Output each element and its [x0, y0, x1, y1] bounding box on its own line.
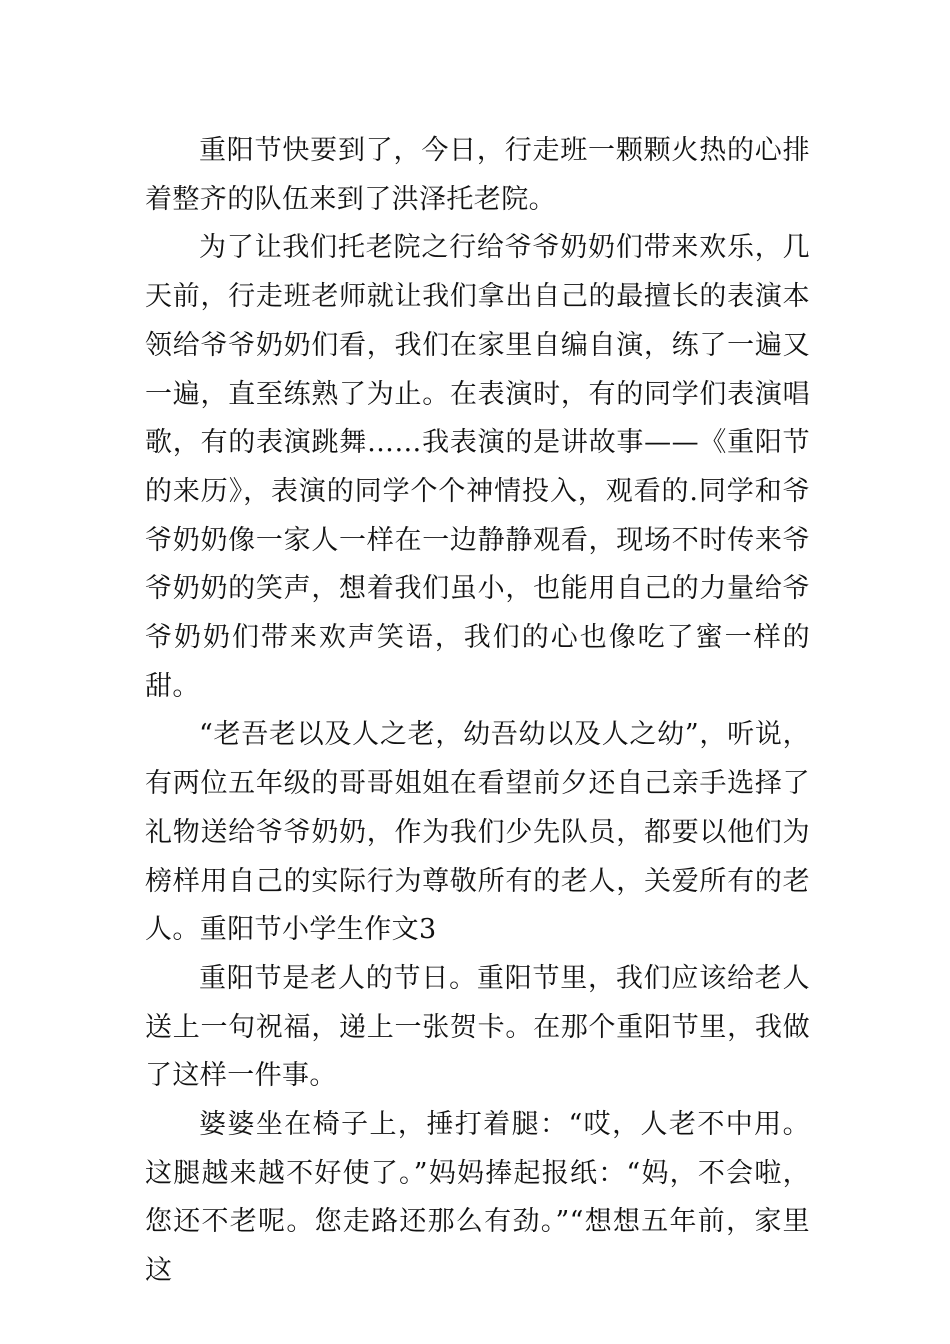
paragraph-5: 婆婆坐在椅子上，捶打着腿：“哎，人老不中用。这腿越来越不好使了。”妈妈捧起报纸：“妈，不会啦，您还不老呢。您走路还那么有劲。”“想想五年前，家里这 [145, 1109, 810, 1287]
paragraph-3: “老吾老以及人之老，幼吾幼以及人之幼”，听说，有两位五年级的哥哥姐姐在看望前夕还自己亲手选择了礼物送给爷爷奶奶，作为我们少先队员，都要以他们为榜样用自己的实际行为尊敬所有的老人，关爱所有的老人。重阳节小学生作文3 [145, 719, 810, 946]
paragraph-4: 重阳节是老人的节日。重阳节里，我们应该给老人送上一句祝福，递上一张贺卡。在那个重阳节里，我做了这样一件事。 [145, 962, 810, 1092]
paragraph-1: 重阳节快要到了，今日，行走班一颗颗火热的心排着整齐的队伍来到了洪泽托老院。 [145, 135, 810, 215]
article-body [145, 127, 810, 1296]
paragraph-2: 为了让我们托老院之行给爷爷奶奶们带来欢乐，几天前，行走班老师就让我们拿出自己的最擅长的表演本领给爷爷奶奶们看，我们在家里自编自演，练了一遍又一遍，直至练熟了为止。在表演时，有的同学们表演唱歌，有的表演跳舞……我表演的是讲故事——《重阳节的来历》，表演的同学个个神情投入，观看的.同学和爷爷奶奶像一家人一样在一边静静观看，现场不时传来爷爷奶奶的笑声，想着我们虽小，也能用自己的力量给爷爷奶奶们带来欢声笑语，我们的心也像吃了蜜一样的甜。 [145, 232, 810, 702]
